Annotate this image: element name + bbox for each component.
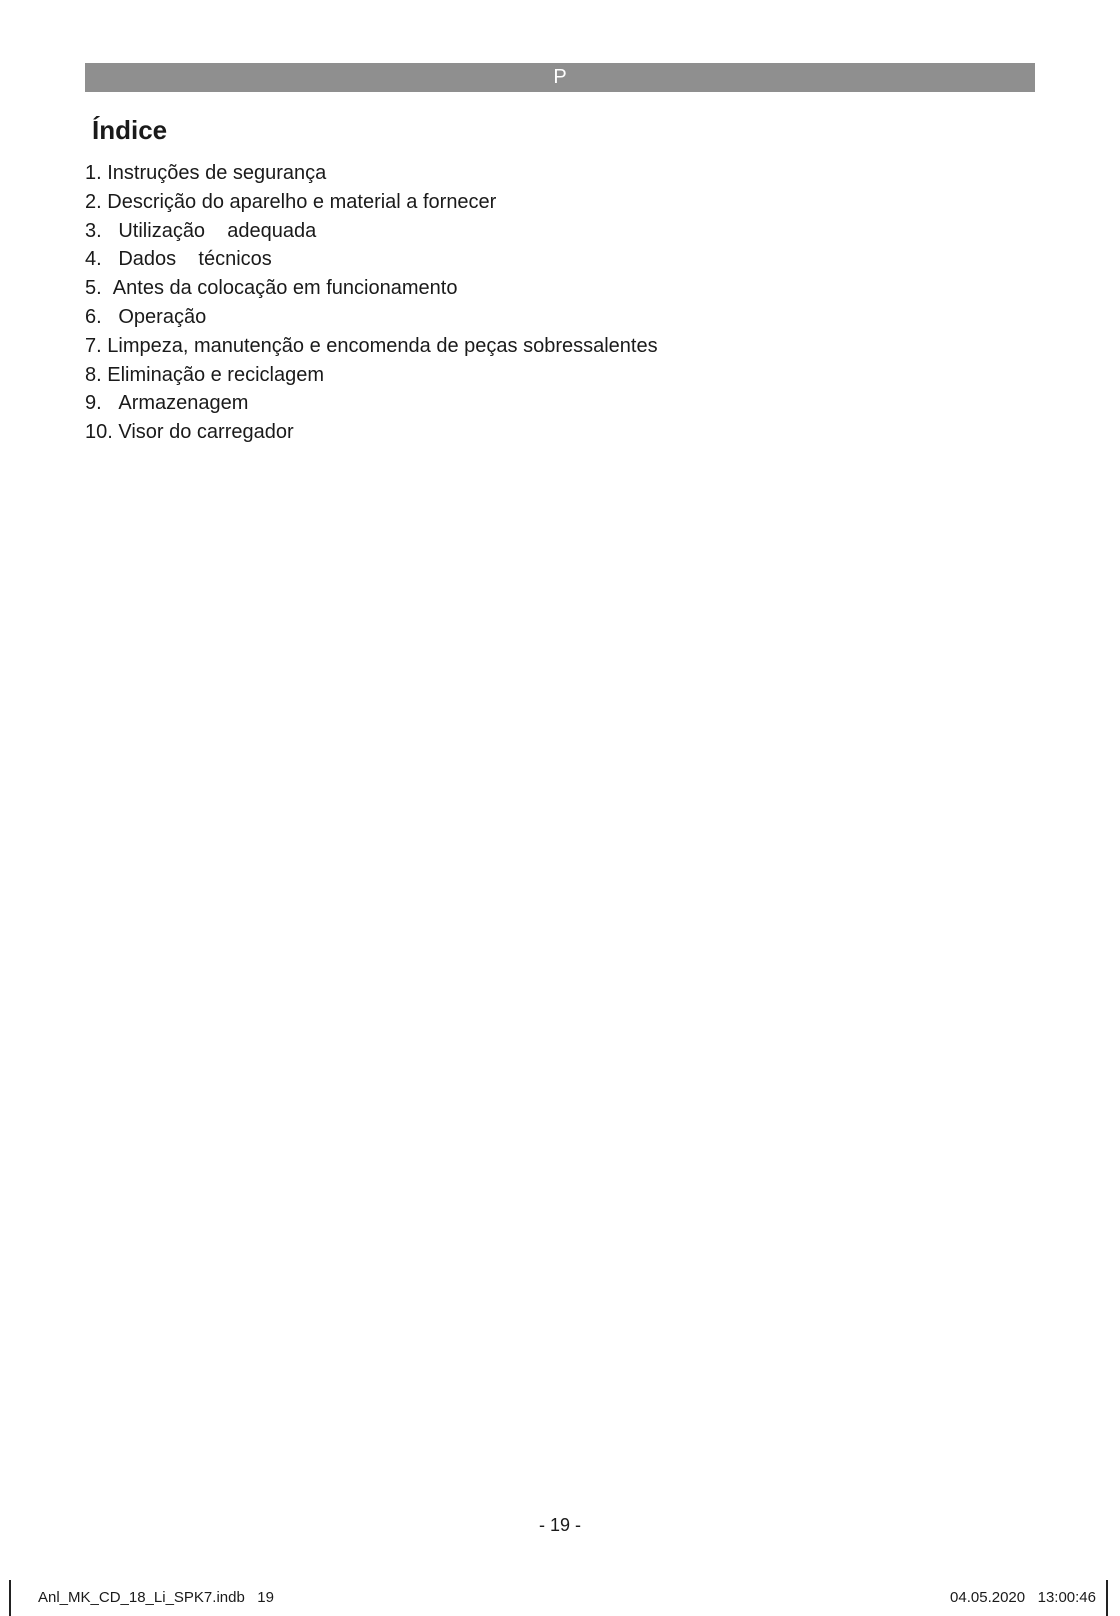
crop-mark-right (1106, 1580, 1108, 1616)
toc-item-3 (85, 217, 658, 246)
toc-item-number: 6. (85, 305, 119, 328)
page-number: - 19 - (538, 1515, 581, 1535)
print-timestamp: 04.05.2020 13:00:46 (950, 1589, 1096, 1606)
page-title: Índice (92, 115, 168, 145)
toc-item-number: 3. (85, 219, 119, 242)
toc-item-number: 2. (85, 190, 108, 213)
toc-item-label: Descrição do aparelho e material a fornecer (107, 190, 497, 213)
toc-item-9 (85, 389, 658, 418)
toc-item-label: Instruções de segurança (107, 162, 327, 184)
toc-item-number: 7. (85, 334, 108, 357)
language-code: P (553, 66, 567, 88)
toc-item-number: 1. (85, 162, 108, 184)
toc-item-10 (85, 418, 658, 447)
table-of-contents (85, 159, 658, 447)
toc-item-label: Utilização adequada (118, 219, 317, 242)
toc-item-2 (85, 188, 658, 217)
toc-item-number: 9. (85, 392, 119, 415)
toc-item-label: Eliminação e reciclagem (107, 363, 325, 386)
toc-item-label: Visor do carregador (118, 421, 294, 444)
toc-item-1 (85, 159, 658, 188)
toc-item-4 (85, 245, 658, 274)
toc-item-5 (85, 274, 658, 303)
toc-item-label: Dados técnicos (118, 248, 272, 271)
file-slug: Anl_MK_CD_18_Li_SPK7.indb 19 (38, 1589, 274, 1606)
toc-item-7 (85, 332, 658, 361)
toc-item-label: Operação (118, 305, 207, 328)
toc-item-8 (85, 361, 658, 390)
toc-item-label: Antes da colocação em funcionamento (112, 277, 458, 300)
toc-item-label: Armazenagem (118, 392, 249, 415)
toc-item-number: 8. (85, 363, 108, 386)
toc-item-number: 5. (85, 277, 113, 300)
toc-item-number: 4. (85, 248, 119, 271)
language-header-bar (85, 63, 1035, 92)
toc-item-number: 10. (85, 421, 119, 444)
toc-item-6 (85, 303, 658, 332)
crop-mark-left (9, 1580, 11, 1616)
toc-item-label: Limpeza, manutenção e encomenda de peças sobressalentes (107, 334, 658, 357)
